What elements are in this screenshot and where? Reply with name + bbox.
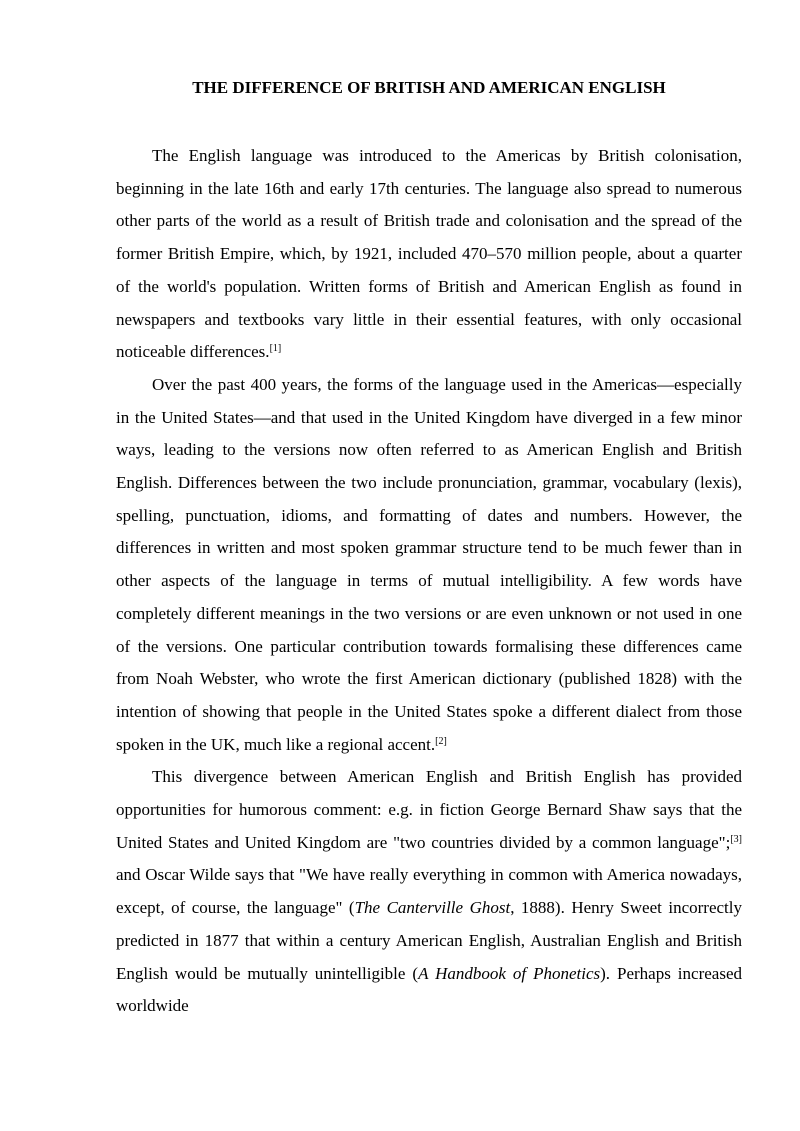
paragraph-3-text-1: This divergence between American English and British English has provided opportunities for humorous comment: e.g. in fiction George Bernard Shaw says that the United States and United Kingdom are "two countries divided by a common language";: [116, 767, 742, 852]
paragraph-3: [116, 761, 742, 1023]
paragraph-3-text-4: ). Perhaps increased worldwide: [116, 963, 742, 1016]
paragraph-2: [116, 369, 742, 761]
work-title-handbook-of-phonetics: A Handbook of Phonetics: [418, 963, 601, 983]
paragraph-1: [116, 140, 742, 369]
footnote-ref-1[interactable]: [1]: [269, 343, 282, 355]
paragraph-3-text-3: , 1888). Henry Sweet incorrectly predicted in 1877 that within a century American English, Australian English and British English would be mutually unintelligible (: [116, 898, 742, 983]
document-title: THE DIFFERENCE OF BRITISH AND AMERICAN ENGLISH: [192, 78, 666, 97]
paragraph-1-text: The English language was introduced to the Americas by British colonisation, beginning in the late 16th and early 17th centuries. The language also spread to numerous other parts of the world as a result of British trade and colonisation and the spread of the former British Empire, which, by 1921, included 470–570 million people, about a quarter of the world's population. Written forms of British and American English as found in newspapers and textbooks vary little in their essential features, with only occasional noticeable differences.: [116, 146, 742, 362]
document-body: [116, 140, 742, 1023]
paragraph-3-text-2: and Oscar Wilde says that "We have really everything in common with America nowadays, except, of course, the language" (: [116, 865, 742, 918]
work-title-canterville-ghost: The Canterville Ghost: [354, 898, 511, 918]
footnote-ref-3[interactable]: [3]: [730, 833, 742, 845]
paragraph-2-text: Over the past 400 years, the forms of the language used in the Americas—especially in the United States—and that used in the United Kingdom have diverged in a few minor ways, leading to the versions now often referred to as American English and British English. Differences between the two include pronunciation, grammar, vocabulary (lexis), spelling, punctuation, idioms, and formatting of dates and numbers. However, the differences in written and most spoken grammar structure tend to be much fewer than in other aspects of the language in terms of mutual intelligibility. A few words have completely different meanings in the two versions or are even unknown or not used in one of the versions. One particular contribution towards formalising these differences came from Noah Webster, who wrote the first American dictionary (published 1828) with the intention of showing that people in the United States spoke a different dialect from those spoken in the UK, much like a regional accent.: [116, 374, 742, 754]
footnote-ref-2[interactable]: [2]: [435, 735, 447, 747]
